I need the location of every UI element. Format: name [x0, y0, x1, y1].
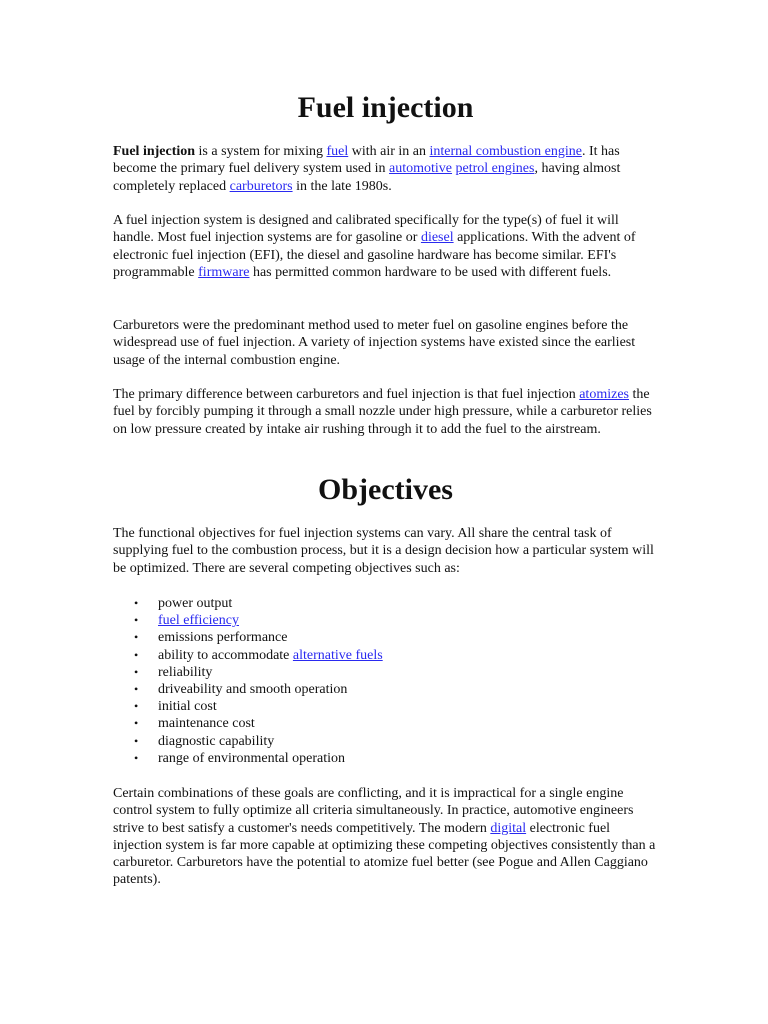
- link-digital[interactable]: digital: [490, 820, 527, 836]
- link-fuel[interactable]: fuel: [326, 144, 349, 159]
- intro-paragraph: Fuel injection is a system for mixing fuel with air in an internal combustion engine. It has become the primary fuel delivery system used in automotive petrol engines, having almost completely replaced carburetors in the late 1980s.: [113, 144, 621, 194]
- list-item: • emissions performance: [134, 630, 288, 646]
- link-diesel[interactable]: diesel: [420, 230, 454, 246]
- bullet-icon: •: [134, 682, 139, 697]
- link-alternative-fuels[interactable]: alternative fuels: [292, 647, 383, 663]
- list-item: • initial cost: [134, 699, 217, 715]
- page-title: Fuel injection: [297, 91, 474, 124]
- paragraph-objectives-intro: The functional objectives for fuel injection systems can vary. All share the central task of supplying fuel to the combustion process, but it is a design decision how a particular system will be optimized. There are several competing objectives such as:: [113, 526, 654, 576]
- section-heading-objectives: Objectives: [318, 473, 453, 506]
- bullet-icon: •: [134, 647, 139, 662]
- list-item: • ability to accommodate alternative fuels: [134, 647, 383, 663]
- bullet-icon: •: [134, 596, 139, 610]
- link-carburetors[interactable]: carburetors: [229, 178, 293, 194]
- paragraph-carburetors-history: Carburetors were the predominant method used to meter fuel on gasoline engines before the widespread use of fuel injection. A variety of injection systems have existed since the earliest usage of the internal combustion engine.: [113, 318, 636, 368]
- link-petrol-engines[interactable]: petrol engines: [455, 161, 535, 177]
- bullet-icon: •: [134, 750, 139, 765]
- paragraph-fuel-system-design: A fuel injection system is designed and calibrated specifically for the type(s) of fuel it will handle. Most fuel injection systems are for gasoline or diesel applications. With the advent of electronic fuel injection (EFI), the diesel and gasoline hardware has become similar. EFI's programmable firmware has permitted common hardware to be used with different fuels.: [113, 213, 636, 280]
- bullet-icon: •: [134, 630, 139, 645]
- list-item: • maintenance cost: [134, 716, 255, 732]
- lead-term: Fuel injection: [113, 144, 196, 159]
- bullet-icon: •: [134, 613, 139, 628]
- link-fuel-efficiency[interactable]: fuel efficiency: [158, 613, 239, 629]
- paragraph-primary-difference: The primary difference between carburetors and fuel injection is that fuel injection atomizes the fuel by forcibly pumping it through a small nozzle under high pressure, while a carburetor relies on low pressure created by intake air rushing through it to add the fuel to the airstream.: [113, 387, 652, 437]
- link-internal-combustion-engine[interactable]: internal combustion engine: [429, 144, 582, 159]
- list-item: • reliability: [134, 664, 213, 680]
- link-atomizes[interactable]: atomizes: [579, 387, 629, 402]
- bullet-icon: •: [134, 733, 139, 748]
- list-item: • driveability and smooth operation: [134, 682, 348, 698]
- list-item: [134, 612, 658, 629]
- bullet-icon: •: [134, 664, 139, 679]
- link-firmware[interactable]: firmware: [198, 264, 250, 280]
- bullet-icon: •: [134, 699, 139, 714]
- objectives-list: [113, 595, 658, 767]
- paragraph-conflicting-goals: Certain combinations of these goals are conflicting, and it is impractical for a single engine control system to fully optimize all criteria simultaneously. In practice, automotive engineers strive to best satisfy a customer's needs competitively. The modern digital electronic fuel injection system is far more capable at optimizing these competing objectives consistently than a carburetor. Carburetors have the potential to atomize fuel better (see Pogue and Allen Caggiano patents).: [113, 786, 656, 888]
- link-automotive[interactable]: automotive: [389, 161, 453, 177]
- list-item: • diagnostic capability: [134, 733, 275, 749]
- list-item: • power output: [134, 596, 233, 611]
- bullet-icon: •: [134, 716, 139, 731]
- list-item: • range of environmental operation: [134, 750, 345, 766]
